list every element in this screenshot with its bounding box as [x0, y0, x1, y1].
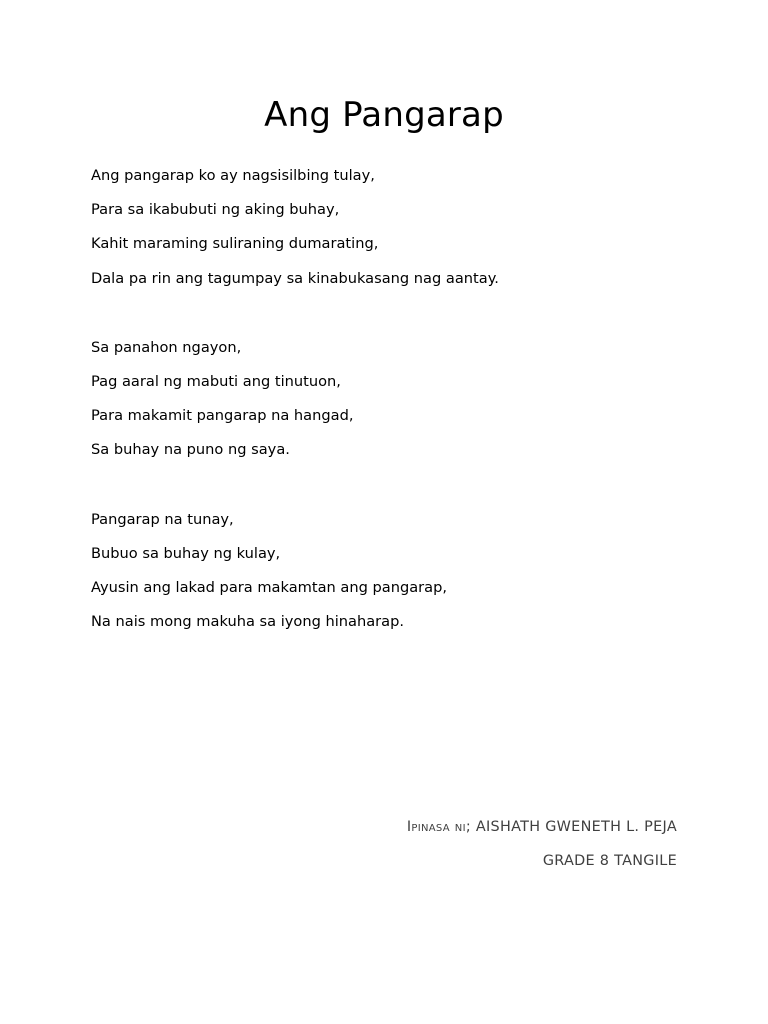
poem-line: Sa buhay na puno ng saya. [91, 441, 290, 459]
poem-line: Ayusin ang lakad para makamtan ang pangarap, [91, 578, 448, 596]
poem-line: Ang pangarap ko ay nagsisilbing tulay, [91, 167, 375, 184]
signature-block [407, 813, 677, 881]
stanza-3 [91, 506, 691, 643]
submitted-by-line [407, 813, 677, 847]
poem-line: Bubuo sa buhay ng kulay, [91, 544, 281, 562]
author-name: AISHATH GWENETH L. PEJA [475, 819, 677, 835]
poem-line: Para makamit pangarap na hangad, [91, 407, 354, 425]
stanza-1 [91, 162, 691, 299]
grade-section: GRADE 8 TANGILE [542, 853, 677, 869]
poem-line: Pag aaral ng mabuti ang tinutuon, [91, 372, 341, 390]
submitted-by-label: Ipinasa ni; [406, 819, 471, 835]
poem-line: Na nais mong makuha sa iyong hinaharap. [91, 613, 405, 631]
poem-title: Ang Pangarap [264, 95, 504, 135]
poem-line: Sa panahon ngayon, [91, 338, 242, 356]
poem-body [91, 162, 691, 677]
poem-line: Kahit maraming suliraning dumarating, [91, 235, 379, 253]
poem-line: Para sa ikabubuti ng aking buhay, [91, 201, 340, 219]
poem-line: Pangarap na tunay, [91, 510, 234, 528]
poem-line: Dala pa rin ang tagumpay sa kinabukasang nag aantay. [91, 269, 499, 287]
stanza-2 [91, 334, 691, 471]
